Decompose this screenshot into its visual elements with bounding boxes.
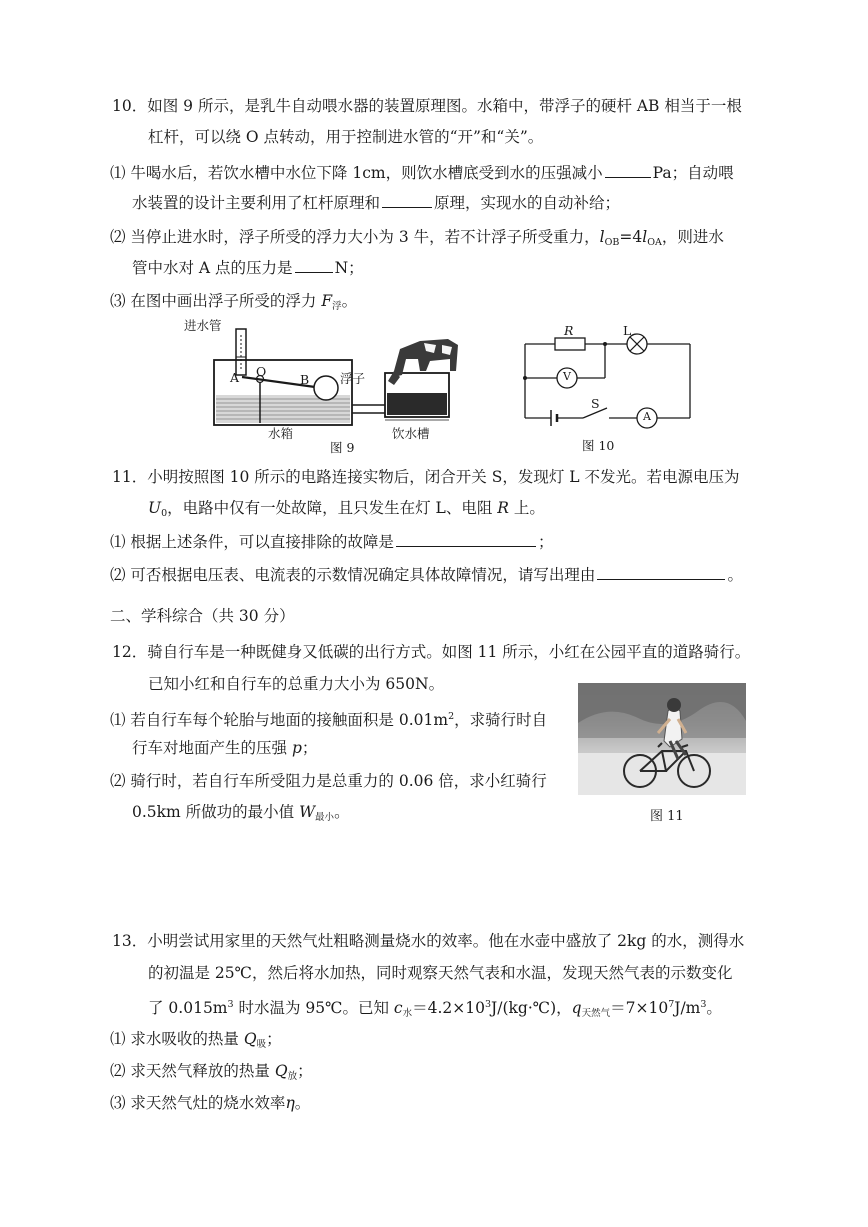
q10-part1-line2 bbox=[132, 191, 620, 214]
q12-p1-text-a: ⑴ 若自行车每个轮胎与地面的接触面积是 0.01m bbox=[110, 711, 449, 729]
q11-part1 bbox=[110, 530, 553, 553]
q13-p1-text-a: ⑴ 求水吸收的热量 bbox=[110, 1030, 244, 1048]
q10-p2-sub1: OB bbox=[604, 237, 620, 248]
q13-l3-b: 时水温为 95℃。已知 bbox=[233, 999, 394, 1017]
float-ball bbox=[314, 376, 338, 400]
q10-p2-l1: l bbox=[599, 228, 605, 246]
q13-p1-Q: Q bbox=[243, 1030, 257, 1048]
trough-water bbox=[387, 393, 447, 415]
q12-p1-p: p bbox=[291, 739, 302, 757]
answer-blank-force[interactable] bbox=[295, 256, 333, 273]
q13-line3 bbox=[148, 994, 722, 1025]
q13-line2: 的初温是 25℃，然后将水加热，同时观察天然气表和水温，发现天然气表的示数变化 bbox=[148, 964, 733, 982]
q12-p2-W: W bbox=[299, 803, 316, 821]
q10-p2-text-b: ，则进水 bbox=[661, 228, 724, 246]
q10-line2: 杠杆，可以绕 O 点转动，用于控制进水管的“开”和“关”。 bbox=[148, 128, 544, 146]
q13-l3-e: J/(kg·℃)， bbox=[491, 999, 572, 1017]
resistor-R bbox=[555, 338, 585, 350]
q13-p3-eta: η bbox=[285, 1094, 295, 1112]
figure-11-cyclist-photo bbox=[578, 683, 746, 795]
q10-p3-text-a: ⑶ 在图中画出浮子所受的浮力 bbox=[110, 292, 322, 310]
q11-U-sub: 0 bbox=[161, 508, 168, 519]
q13-l3-q-sub: 天然气 bbox=[581, 1008, 611, 1019]
q10-p1-text-d: 原理，实现水的自动补给； bbox=[434, 194, 621, 212]
q13-p1-text-b: ； bbox=[266, 1030, 282, 1048]
cyclist-icon bbox=[578, 683, 746, 795]
fig10-caption: 图 10 bbox=[582, 438, 615, 453]
q10-part2-line1 bbox=[110, 226, 724, 254]
fig9-label-B: B bbox=[300, 372, 310, 387]
q13-p3-text-b: 。 bbox=[294, 1094, 311, 1112]
q12-line2: 已知小红和自行车的总重力大小为 650N。 bbox=[148, 675, 445, 693]
q10-p3-text-b: 。 bbox=[341, 292, 358, 310]
q13-l3-f-sup: 7 bbox=[668, 999, 675, 1010]
fig10-label-R: R bbox=[564, 323, 574, 338]
q13-l3-a-sup: 3 bbox=[227, 999, 234, 1010]
q13-l3-c-sub: 水 bbox=[402, 1008, 413, 1019]
q11-p1-end: ； bbox=[537, 533, 554, 551]
q13-l3-d-sup: 3 bbox=[484, 999, 492, 1010]
q10-p2-l2: l bbox=[642, 228, 648, 246]
q13-p2-Q: Q bbox=[274, 1062, 288, 1080]
answer-blank-principle[interactable] bbox=[382, 191, 432, 208]
q10-p3-sub: 浮 bbox=[332, 301, 342, 312]
q13-p2-sub: 放 bbox=[287, 1071, 298, 1082]
fig9-inlet-label: 进水管 bbox=[184, 318, 222, 333]
q13-p2-text-b: ； bbox=[297, 1062, 313, 1080]
q10-p3-F: F bbox=[321, 292, 333, 310]
q13-l3-d: ＝4.2×10 bbox=[412, 999, 485, 1017]
q11-p2-end: 。 bbox=[727, 566, 743, 584]
q13-l3-q: q bbox=[571, 999, 582, 1017]
q13-l3-g: J/m bbox=[674, 999, 701, 1017]
fig9-label-A: A bbox=[230, 370, 240, 385]
fig10-label-L: L bbox=[623, 323, 632, 338]
q10-p2-text-c: 管中水对 A 点的压力是 bbox=[132, 259, 293, 277]
fig10-label-A: A bbox=[643, 410, 651, 423]
fig9-float-label: 浮子 bbox=[340, 371, 366, 386]
q10-p2-sub2: OA bbox=[647, 237, 662, 248]
q11-p2-text: ⑵ 可否根据电压表、电流表的示数情况确定具体故障情况，请写出理由 bbox=[110, 566, 596, 584]
answer-blank-pressure[interactable] bbox=[605, 161, 651, 178]
q10-p1-text-c: 水装置的设计主要利用了杠杆原理和 bbox=[132, 194, 381, 212]
q12-line1: 12．骑自行车是一种既健身又低碳的出行方式。如图 11 所示，小红在公园平直的道路骑行。 bbox=[112, 643, 751, 661]
fig9-caption: 图 9 bbox=[330, 440, 355, 455]
fig9-trough-label: 饮水槽 bbox=[392, 426, 430, 441]
q12-part1-line2 bbox=[132, 737, 317, 759]
answer-blank-excluded-fault[interactable] bbox=[396, 530, 536, 547]
q10-p2-text-d: N； bbox=[334, 259, 364, 277]
q12-p1-text-b: ，求骑行时自 bbox=[454, 711, 548, 729]
q12-p1-text-d: ； bbox=[301, 739, 318, 757]
q13-part2 bbox=[110, 1060, 313, 1088]
q13-p3-text-a: ⑶ 求天然气灶的烧水效率 bbox=[110, 1094, 286, 1112]
q10-p1-text-b: Pa；自动喂 bbox=[652, 164, 734, 182]
fig11-caption: 图 11 bbox=[650, 809, 684, 824]
q12-part2-line1: ⑵ 骑行时，若自行车所受阻力是总重力的 0.06 倍，求小红骑行 bbox=[110, 772, 547, 790]
q11-p1-text: ⑴ 根据上述条件，可以直接排除的故障是 bbox=[110, 533, 394, 551]
q13-p1-sub: 吸 bbox=[256, 1039, 267, 1050]
q12-p2-sub: 最小 bbox=[315, 812, 335, 823]
q11-R: R bbox=[497, 499, 509, 517]
section-2-title: 二、学科综合（共 30 分） bbox=[110, 607, 295, 625]
q12-p1-text-c: 行车对地面产生的压强 bbox=[132, 739, 292, 757]
q13-part3 bbox=[110, 1092, 310, 1114]
q12-p2-text-c: 。 bbox=[334, 803, 350, 821]
q10-part1-line1 bbox=[110, 161, 734, 184]
q11-line2-text-a: ，电路中仅有一处故障，且只发生在灯 L、电阻 bbox=[167, 499, 498, 517]
q11-U: U bbox=[148, 499, 162, 517]
figure-10-circuit-diagram[interactable] bbox=[515, 322, 715, 437]
q10-p2-text-a: ⑵ 当停止进水时，浮子所受的浮力大小为 3 牛，若不计浮子所受重力， bbox=[110, 228, 600, 246]
q12-p1-sup: 2 bbox=[448, 711, 455, 722]
q13-l3-g-sup: 3 bbox=[700, 999, 707, 1010]
q13-l3-f: ＝7×10 bbox=[610, 999, 669, 1017]
q13-l3-c: c bbox=[393, 999, 403, 1017]
q10-part2-line2 bbox=[132, 256, 364, 279]
q11-line2 bbox=[148, 497, 545, 525]
q13-l3-a: 了 0.015m bbox=[148, 999, 228, 1017]
q11-part2 bbox=[110, 563, 743, 586]
fig10-label-S: S bbox=[591, 396, 600, 411]
q13-p2-text-a: ⑵ 求天然气释放的热量 bbox=[110, 1062, 275, 1080]
q10-p2-eq: =4 bbox=[619, 228, 643, 246]
q11-line1: 11．小明按照图 10 所示的电路连接实物后，闭合开关 S，发现灯 L 不发光。若电源电压为 bbox=[112, 468, 740, 486]
q10-part3 bbox=[110, 290, 357, 318]
q10-line1: 10．如图 9 所示，是乳牛自动喂水器的装置原理图。水箱中，带浮子的硬杆 AB 相当于一根 bbox=[112, 97, 742, 115]
q13-l3-h: 。 bbox=[706, 999, 722, 1017]
cow-icon bbox=[388, 339, 458, 385]
q12-part2-line2 bbox=[132, 801, 350, 829]
q13-part1 bbox=[110, 1028, 282, 1056]
q13-line1: 13．小明尝试用家里的天然气灶粗略测量烧水的效率。他在水壶中盛放了 2kg 的水，测得水 bbox=[112, 932, 745, 950]
q11-line2-text-b: 上。 bbox=[508, 499, 545, 517]
q10-p1-text-a: ⑴ 牛喝水后，若饮水槽中水位下降 1cm，则饮水槽底受到水的压强减小 bbox=[110, 164, 603, 182]
fig9-label-O: O bbox=[256, 364, 267, 379]
answer-blank-reason[interactable] bbox=[597, 563, 725, 580]
q12-p2-text-b: 0.5km 所做功的最小值 bbox=[132, 803, 300, 821]
fig9-tank-label: 水箱 bbox=[268, 426, 294, 441]
q12-part1-line1 bbox=[110, 706, 547, 731]
fig10-label-V: V bbox=[563, 370, 571, 383]
